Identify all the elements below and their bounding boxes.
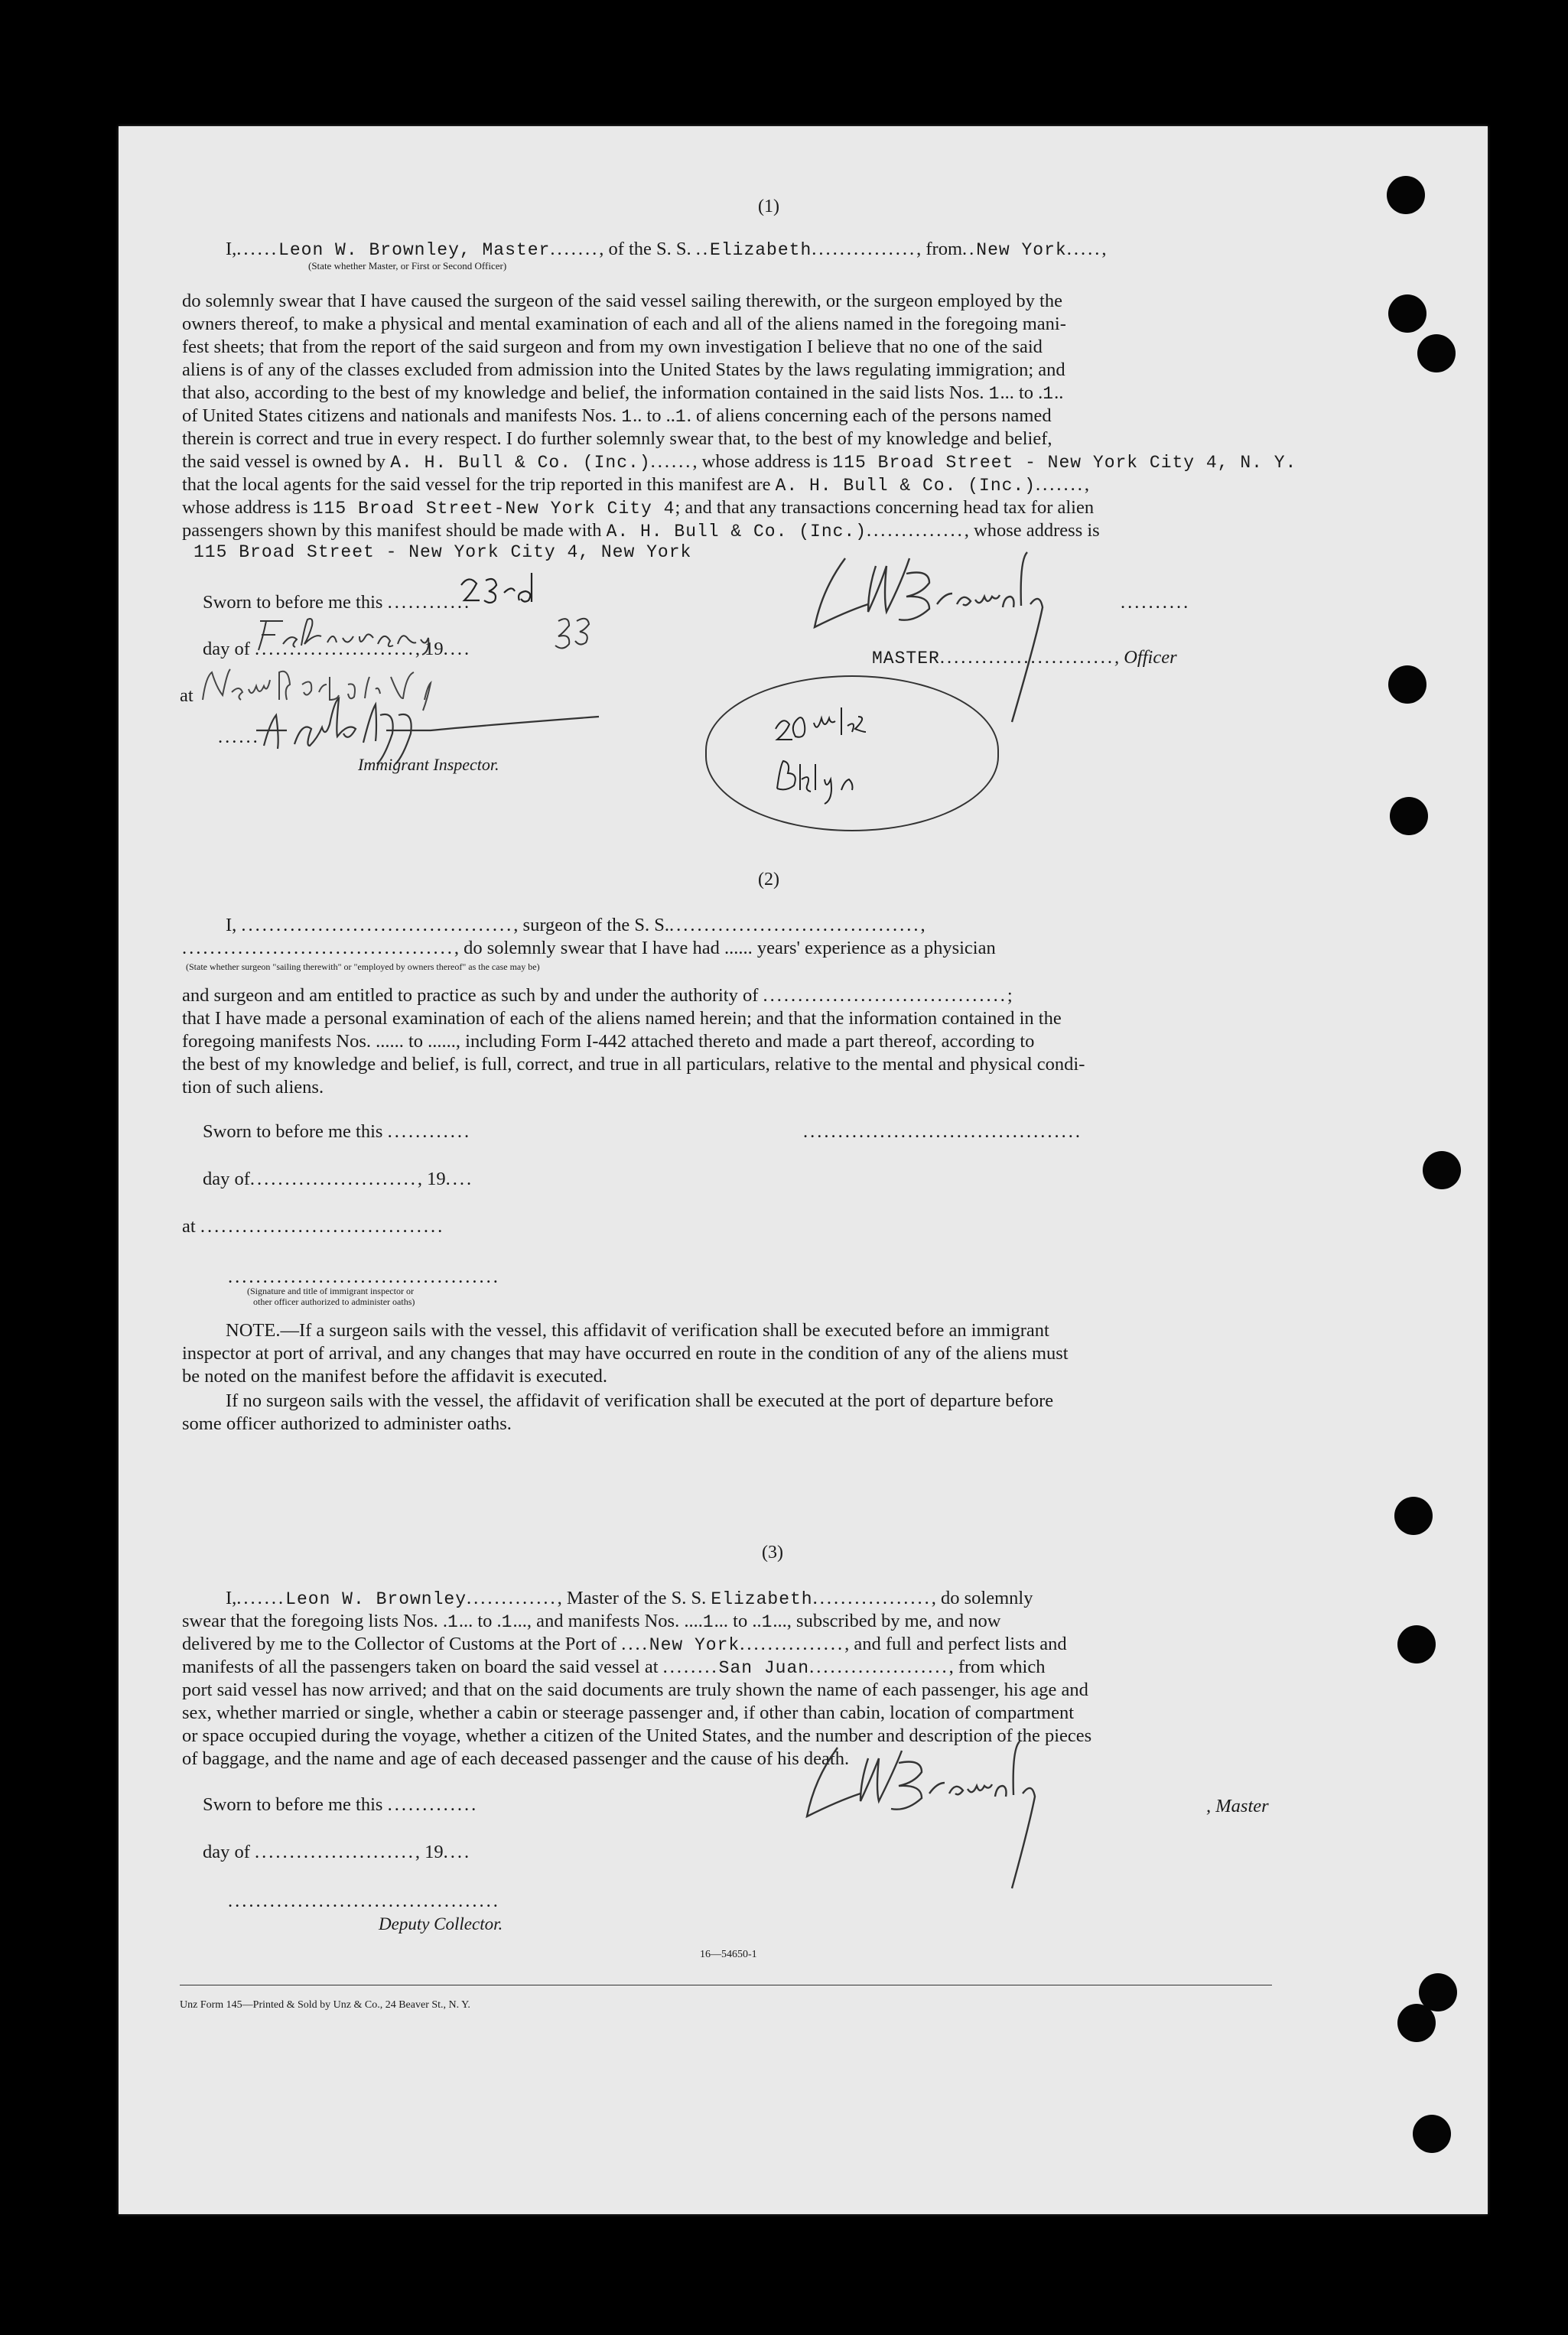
s2-line-5: foregoing manifests Nos. ...... to ......, including Form I-442 attached thereto and made a part thereof, according to <box>182 1031 1035 1052</box>
s2-signature-dots: ........................................ <box>803 1121 1082 1142</box>
binder-hole <box>1417 334 1456 372</box>
s3-man-from: 1 <box>702 1612 714 1632</box>
s3-master-label: , Master <box>1206 1796 1269 1816</box>
s2-sworn-line: Sworn to before me this ............ <box>203 1121 472 1142</box>
s1-inspector-name: H. Waldhoff <box>249 767 252 768</box>
s3-lists-from: 1 <box>447 1612 459 1632</box>
s3-line-2: swear that the foregoing lists Nos. .1... to .1..., and manifests Nos. ....1... to ..1..., subscribed by me, and now <box>182 1611 1001 1632</box>
s2-sworn-label: Sworn to before me this <box>203 1121 383 1142</box>
s1-master-signature-text: L W Brownley <box>792 734 796 735</box>
s2-line-2: ......................................., do solemnly swear that I have had ...... years' experience as a physician <box>182 938 996 958</box>
binder-hole <box>1423 1151 1461 1189</box>
binder-hole <box>1413 2115 1451 2153</box>
s3-from-which: , from which <box>948 1657 1046 1677</box>
s1-whose-address-3: , whose address is <box>964 520 1100 541</box>
s1-tax-address: 115 Broad Street - New York City 4, New York <box>194 542 692 562</box>
s2-sig-dots: ....................................... <box>228 1267 500 1287</box>
s2-note: (State whether surgeon "sailing therewith" or "employed by owners thereof" as the case may be) <box>186 961 540 972</box>
s2-intro: I, <box>226 915 237 935</box>
s3-collector-label: Deputy Collector. <box>379 1914 503 1933</box>
s1-month-handwriting <box>252 612 620 658</box>
s1-passengers-text: passengers shown by this manifest should be made with <box>182 520 602 541</box>
s2-day-label: day of <box>203 1169 250 1189</box>
s2-experience: , do solemnly swear that I have had ...... years' experience as a physician <box>454 938 996 958</box>
s3-line-6: sex, whether married or single, whether a cabin or steerage passenger and, if other than cabin, location of compartment <box>182 1702 1075 1723</box>
s1-of-ss: , of the S. S. <box>599 239 691 259</box>
s3-line-4: manifests of all the passengers taken on board the said vessel at ........San Juan...................., from which <box>182 1657 1046 1678</box>
s3-line-7: or space occupied during the voyage, whether a citizen of the United States, and the number and description of the pieces <box>182 1725 1092 1746</box>
s3-port-text: delivered by me to the Collector of Customs at the Port of <box>182 1634 617 1654</box>
s3-subscribed-text: , subscribed by me, and now <box>786 1611 1001 1631</box>
s1-intro: I, <box>226 239 237 259</box>
s1-lists-text: that also, according to the best of my knowledge and belief, the information contained in the said lists Nos. <box>182 382 984 403</box>
s2-note-line-1: NOTE.—If a surgeon sails with the vessel, this affidavit of verification shall be executed before an immigrant <box>226 1320 1049 1341</box>
s1-owned-text: the said vessel is owned by <box>182 451 386 472</box>
s1-man-from: 1 <box>621 407 633 427</box>
s1-para-line-2: owners thereof, to make a physical and mental examination of each and all of the aliens named in the foregoing mani- <box>182 314 1066 334</box>
s1-officer-label: , Officer <box>1114 647 1177 668</box>
s3-collector-dots: ....................................... <box>228 1891 500 1911</box>
s1-line-1: I,......Leon W. Brownley, Master......., of the S. S. ..Elizabeth..............., from..New York....., <box>226 239 1109 260</box>
s3-port: New York <box>649 1635 740 1655</box>
footer-imprint: Unz Form 145—Printed & Sold by Unz & Co., 24 Beaver St., N. Y. <box>180 1999 470 2011</box>
s3-master-signature <box>784 1732 1182 1901</box>
s3-day-line: day of ......................., 19.... <box>203 1842 472 1862</box>
s1-tax-party: A. H. Bull & Co. (Inc.) <box>606 522 867 541</box>
s3-line-8: of baggage, and the name and age of each deceased passenger and the cause of his death. <box>182 1748 850 1769</box>
section-1-number: (1) <box>758 197 779 216</box>
s1-sworn-day: 23rd <box>455 614 457 615</box>
s3-embark-port: San Juan <box>718 1658 810 1678</box>
s3-line-3: delivered by me to the Collector of Customs at the Port of ....New York..............., and full and perfect lists and <box>182 1634 1067 1655</box>
s3-lists-to: 1 <box>501 1612 513 1632</box>
s3-master-name: Leon W. Brownley <box>285 1589 467 1609</box>
s1-inspector-label: Immigrant Inspector. <box>358 755 499 774</box>
s1-day-label: day of <box>203 639 250 659</box>
s1-para-line-5: that also, according to the best of my knowledge and belief, the information contained in the said lists Nos. 1... to .1.. <box>182 382 1064 404</box>
s2-line-6: the best of my knowledge and belief, is full, correct, and true in all particulars, relative to the mental and physical condi- <box>182 1054 1085 1075</box>
s3-to-2: to <box>733 1611 748 1631</box>
s2-note-line-4: If no surgeon sails with the vessel, the affidavit of verification shall be executed at the port of departure before <box>226 1390 1054 1411</box>
s1-month-text: February <box>252 656 255 657</box>
s3-man-to: 1 <box>761 1612 773 1632</box>
s2-authority: and surgeon and am entitled to practice as such by and under the authority of <box>182 985 759 1006</box>
s3-intro: I, <box>226 1588 237 1608</box>
s3-day-label: day of <box>203 1842 250 1862</box>
s1-para-line-11: passengers shown by this manifest should be made with A. H. Bull & Co. (Inc.).............., whose address is <box>182 520 1100 541</box>
s1-para-line-8: the said vessel is owned by A. H. Bull & Co. (Inc.)......, whose address is 115 Broad Street - New York City 4, N. Y. <box>182 451 1297 473</box>
s2-sig-note-1: (Signature and title of immigrant inspector or <box>247 1286 414 1296</box>
s1-master-signature <box>792 543 1220 742</box>
section-2-number: (2) <box>758 870 779 889</box>
s1-manifests-text: of United States citizens and nationals and manifests Nos. <box>182 405 617 426</box>
s1-whose-address: , whose address is <box>692 451 828 472</box>
s1-para-line-9: that the local agents for the said vessel for the trip reported in this manifest are A. H. Bull & Co. (Inc.)......., <box>182 474 1092 496</box>
binder-hole <box>1388 665 1426 704</box>
s1-lists-from: 1 <box>988 384 1000 404</box>
s3-lists-text: swear that the foregoing lists Nos. <box>182 1611 438 1631</box>
s1-sworn-line: Sworn to before me this ............ <box>203 592 472 613</box>
s1-to-2: to <box>646 405 662 426</box>
form-number: 16—54650-1 <box>700 1949 757 1960</box>
s3-lists-perfect: , and full and perfect lists and <box>844 1634 1067 1654</box>
binder-hole <box>1390 797 1428 835</box>
s3-master-signature-text: L W Brownley <box>784 1893 789 1894</box>
s2-line-4: that I have made a personal examination of each of the aliens named herein; and that the information contained in the <box>182 1008 1062 1029</box>
document-page <box>119 126 1488 2214</box>
s1-para-line-1: do solemnly swear that I have caused the surgeon of the said vessel sailing therewith, or the surgeon employed by the <box>182 291 1062 311</box>
s3-sworn-label: Sworn to before me this <box>203 1794 383 1815</box>
s2-line-7: tion of such aliens. <box>182 1077 324 1098</box>
s1-agents-text: that the local agents for the said vessel for the trip reported in this manifest are <box>182 474 771 495</box>
s1-from-port: New York <box>976 240 1067 260</box>
s1-officer-line: MASTER........................., Officer <box>872 647 1177 668</box>
s1-rank-note: (State whether Master, or First or Second Officer) <box>308 260 507 272</box>
binder-hole <box>1394 1497 1433 1535</box>
s2-at-line: at ................................... <box>182 1216 445 1237</box>
section-3-number: (3) <box>762 1543 783 1563</box>
s1-para-line-4: aliens is of any of the classes excluded from admission into the United States by the laws regulating immigration; and <box>182 359 1065 380</box>
s2-year-prefix: , 19 <box>417 1169 446 1189</box>
s1-officer-rank: MASTER <box>872 649 940 668</box>
s2-line-3: and surgeon and am entitled to practice as such by and under the authority of ...................................; <box>182 985 1015 1006</box>
s1-at-line <box>180 685 194 707</box>
s1-vessel-name: Elizabeth <box>710 240 812 260</box>
s1-agents-address: 115 Broad Street-New York City 4 <box>312 499 675 519</box>
s3-vessel-name: Elizabeth <box>711 1589 813 1609</box>
s3-to: to <box>477 1611 493 1631</box>
s2-day-line: day of........................, 19.... <box>203 1169 474 1189</box>
s1-sworn-handwriting <box>455 570 570 616</box>
s1-para-line-7: therein is correct and true in every respect. I do further solemnly swear that, to the best of my knowledge and belief, <box>182 428 1052 449</box>
s2-note-line-5: some officer authorized to administer oaths. <box>182 1413 512 1434</box>
s2-note-line-2: inspector at port of arrival, and any changes that may have occurred en route in the condition of any of the aliens must <box>182 1343 1069 1364</box>
s1-year-prefix: , 19 <box>415 639 444 659</box>
s1-man-to: 1 <box>675 407 687 427</box>
s1-master-name: Leon W. Brownley, Master <box>278 240 551 260</box>
s1-stamp-line-2: Bklyn <box>768 799 770 800</box>
s2-sig-note-2: other officer authorized to administer oaths) <box>253 1296 415 1307</box>
binder-hole <box>1397 1625 1436 1663</box>
s3-manifests-text: , and manifests Nos. <box>526 1611 680 1631</box>
s3-sworn-line: Sworn to before me this ............. <box>203 1794 479 1815</box>
s3-board-text: manifests of all the passengers taken on board the said vessel at <box>182 1657 659 1677</box>
s2-note-line-3: be noted on the manifest before the affidavit is executed. <box>182 1366 608 1387</box>
s1-agents: A. H. Bull & Co. (Inc.) <box>775 476 1036 496</box>
s1-para-line-3: fest sheets; that from the report of the said surgeon and from my own investigation I believe that no one of the said <box>182 337 1043 357</box>
binder-hole <box>1388 294 1426 333</box>
s1-to: to <box>1018 382 1033 403</box>
s3-master-of: , Master of the S. S. <box>557 1588 707 1608</box>
s3-solemnly: , do solemnly <box>931 1588 1033 1608</box>
s1-para-line-10 <box>182 496 1094 520</box>
s2-at-label: at <box>182 1216 196 1237</box>
s1-para-line-6: of United States citizens and nationals and manifests Nos. 1.. to ..1. of aliens concerning each of the persons named <box>182 405 1052 427</box>
s1-day-line: day of ......................., 19.... <box>203 639 472 659</box>
s1-sworn-label: Sworn to before me this <box>203 592 383 613</box>
s2-line-1: I, ......................................., surgeon of the S. S....................................., <box>226 915 928 935</box>
s3-year-prefix: , 19 <box>415 1842 444 1862</box>
s3-line-5: port said vessel has now arrived; and that on the said documents are truly shown the name of each passenger, his age and <box>182 1680 1088 1700</box>
s1-whose-address-2: whose address is <box>182 497 308 518</box>
s1-lists-to: 1 <box>1043 384 1055 404</box>
s1-at-label: at <box>180 685 194 706</box>
s1-from-label: , from <box>916 239 963 259</box>
s3-line-1: I,.......Leon W. Brownley............., Master of the S. S. Elizabeth................., do solemnly <box>226 1588 1033 1609</box>
s1-signature-dots: .......... <box>1121 592 1191 613</box>
s1-year-text: 53 <box>558 656 559 657</box>
binder-hole <box>1387 176 1425 214</box>
s1-manifests-tail: of aliens concerning each of the persons named <box>695 405 1052 426</box>
binder-hole <box>1397 2004 1436 2042</box>
s1-owner: A. H. Bull & Co. (Inc.) <box>390 453 651 473</box>
s1-head-tax-text: ; and that any transactions concerning head tax for alien <box>675 497 1095 518</box>
s1-owner-address: 115 Broad Street - New York City 4, N. Y. <box>832 453 1297 473</box>
s1-inspector-dots: ...... <box>218 727 260 747</box>
s2-surgeon-of: , surgeon of the S. S. <box>513 915 670 935</box>
